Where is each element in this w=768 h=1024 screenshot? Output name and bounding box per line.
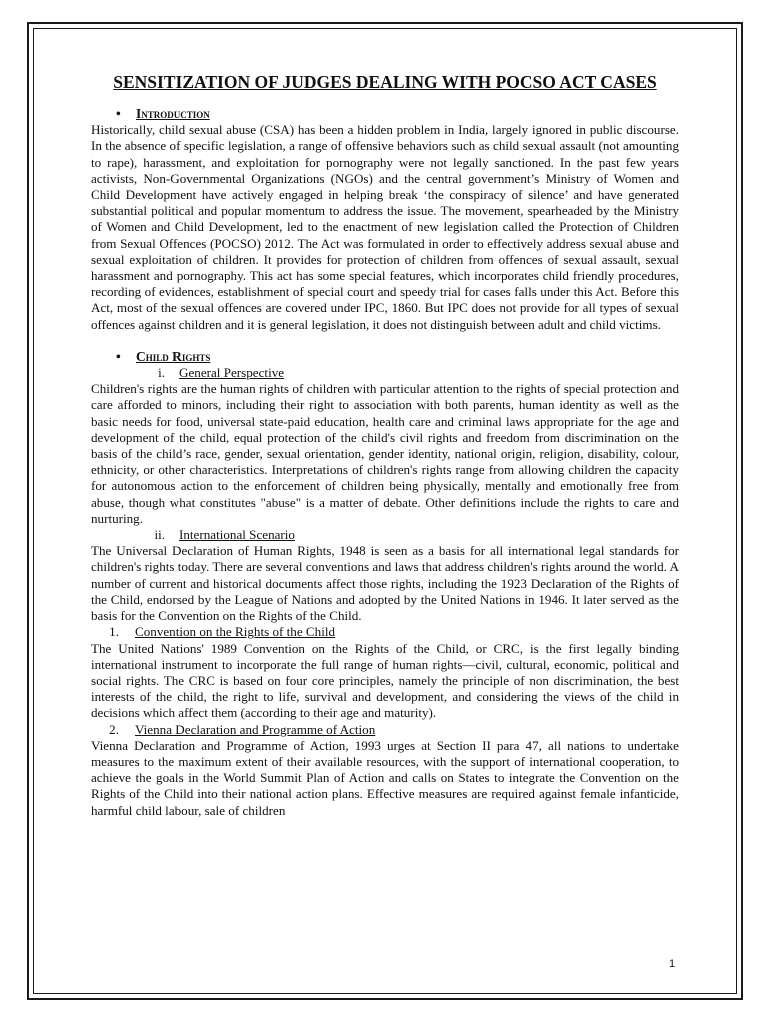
list-number: 1. (109, 624, 119, 640)
subsection-label: General Perspective (179, 365, 285, 381)
numbered-heading-label: Vienna Declaration and Programme of Action (135, 721, 376, 737)
document-body (91, 70, 679, 819)
bullet-icon: • (116, 348, 121, 364)
section-heading-child-rights (91, 349, 679, 365)
roman-numeral: ii. (154, 527, 165, 543)
subsection-label: International Scenario (179, 527, 295, 543)
bullet-icon: • (116, 106, 121, 121)
crc-paragraph: The United Nations' 1989 Convention on the Rights of the Child, or CRC, is the first legally binding international instrument to incorporate the full range of human rights—civil, cultural, economic, political and social rights. The CRC is based on four core principles, namely the principle of non discrimination, the best interests of the child, the right to life, survival and development, and considering the views of the child in decisions which affect them (according to their age and maturity). (91, 640, 679, 721)
spacer (91, 333, 679, 349)
page-number: 1 (669, 958, 676, 970)
section-heading-introduction (91, 106, 679, 122)
numbered-heading-label: Convention on the Rights of the Child (135, 624, 336, 640)
numbered-heading-vienna (91, 722, 679, 738)
subsection-heading-international-scenario (91, 527, 679, 543)
subsection-heading-general-perspective (91, 365, 679, 381)
international-scenario-paragraph: The Universal Declaration of Human Rights, 1948 is seen as a basis for all international legal standards for children's rights today. There are several conventions and laws that address children's rights around the world. A number of current and historical documents affect those rights, including the 1923 Declaration of the Rights of the Child, endorsed by the League of Nations and adopted by the United Nations in 1946. It later served as the basis for the Convention on the Rights of the Child. (91, 543, 679, 624)
vienna-paragraph: Vienna Declaration and Programme of Action, 1993 urges at Section II para 47, all nations to undertake measures to the maximum extent of their available resources, with the support of international cooperation, to achieve the goals in the World Summit Plan of Action and calls on States to integrate the Convention on the Rights of the Child into their national action plans. Effective measures are required against female infanticide, harmful child labour, sale of children (91, 737, 679, 818)
roman-numeral: i. (158, 365, 165, 381)
introduction-paragraph: Historically, child sexual abuse (CSA) has been a hidden problem in India, largely ignored in public discourse. In the absence of specific legislation, a range of offensive behaviors such as child sexual assault (not amounting to rape), harassment, and exploitation for pornography were not legally sanctioned. In the past few years activists, Non-Governmental Organizations (NGOs) and the central government’s Ministry of Women and Child Development have actively engaged in helping break ‘the conspiracy of silence’ and have generated substantial political and popular momentum to address the issue. The movement, spearheaded by the Ministry of Women and Child Development, led to the enactment of new legislation called the Protection of Children from Sexual Offences (POCSO) 2012. The Act was formulated in order to effectively address sexual abuse and sexual exploitation of children. It provides for protection of children from offences of sexual assault, sexual harassment and pornography. This act has some special features, which incorporates child friendly procedures, recording of evidences, establishment of special court and speedy trial for cases falls under this Act. Before this Act, most of the sexual offences are covered under IPC, 1860. But IPC does not provide for all types of sexual offences against children and it is general legislation, it does not distinguish between adult and child victims. (91, 122, 679, 332)
section-heading-label: Introduction (136, 106, 210, 121)
list-number: 2. (109, 721, 119, 737)
general-perspective-paragraph: Children's rights are the human rights of children with particular attention to the rights of special protection and care afforded to minors, including their right to association with both parents, human identity as well as the basic needs for food, universal state-paid education, health care and criminal laws appropriate for the age and development of the child, equal protection of the child's civil rights and freedom from discrimination on the basis of the child’s race, gender, sexual orientation, gender identity, national origin, religion, disability, colour, ethnicity, or other characteristics. Interpretations of children's rights range from allowing children the capacity for autonomous action to the enforcement of children being physically, mentally and emotionally free from abuse, though what constitutes "abuse" is a matter of debate. Other definitions include the rights to care and nurturing. (91, 381, 679, 526)
numbered-heading-crc (91, 624, 679, 640)
document-title: SENSITIZATION OF JUDGES DEALING WITH POCSO ACT CASES (113, 72, 657, 92)
section-heading-label: Child Rights (136, 348, 211, 364)
